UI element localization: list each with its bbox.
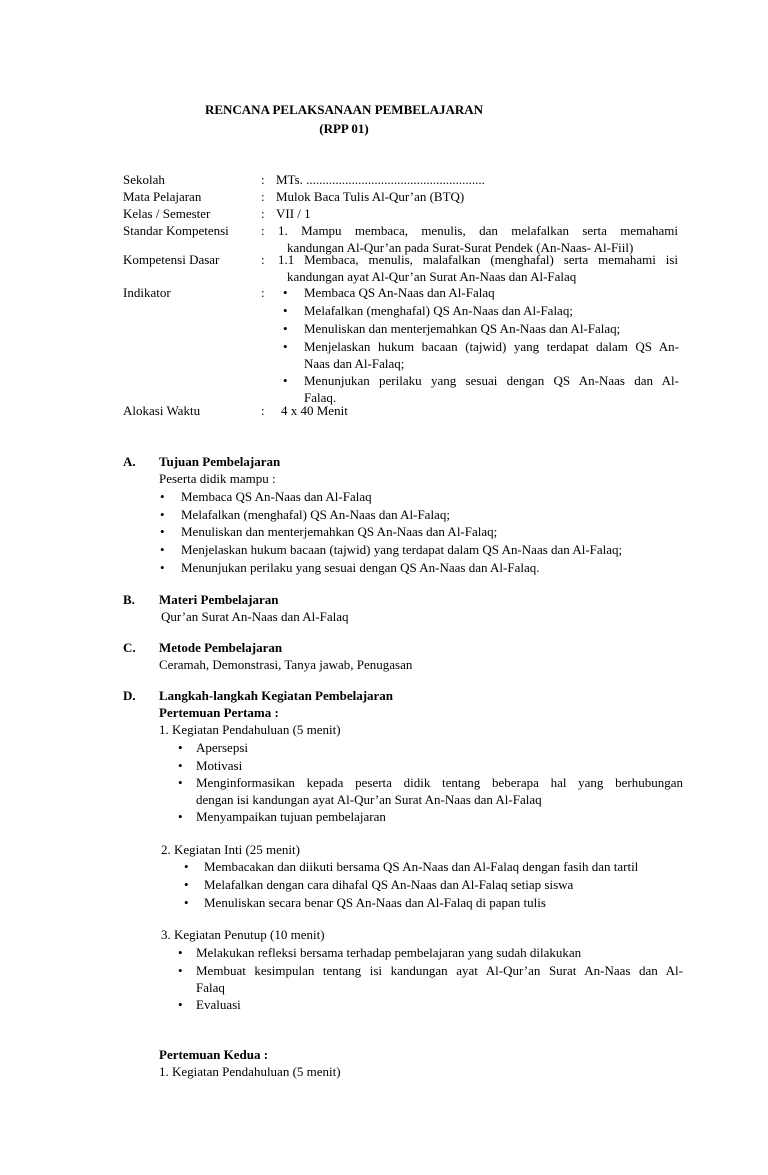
bullet-icon: • bbox=[178, 775, 183, 790]
tujuan-text: Membaca QS An-Naas dan Al-Falaq bbox=[181, 489, 372, 504]
document-title: RENCANA PELAKSANAAN PEMBELAJARAN bbox=[204, 102, 484, 117]
kegiatan-penutup-title: 3. Kegiatan Penutup (10 menit) bbox=[161, 927, 325, 942]
label-kompetensi-dasar: Kompetensi Dasar bbox=[123, 252, 220, 267]
indikator-text-cont: Falaq. bbox=[304, 390, 337, 405]
pendahuluan-text-cont: dengan isi kandungan ayat Al-Qur’an Surat An-Naas dan Al-Falaq bbox=[196, 792, 542, 807]
value-standar-kompetensi-line2: kandungan Al-Qur’an pada Surat-Surat Pendek (An-Naas- Al-Fiil) bbox=[287, 240, 634, 255]
indikator-text: Melafalkan (menghafal) QS An-Naas dan Al-Falaq; bbox=[304, 303, 573, 318]
tujuan-text: Menjelaskan hukum bacaan (tajwid) yang terdapat dalam QS An-Naas dan Al-Falaq; bbox=[181, 542, 623, 557]
value-mata-pelajaran: Mulok Baca Tulis Al-Qur’an (BTQ) bbox=[276, 189, 465, 204]
penutup-text: Evaluasi bbox=[196, 997, 241, 1012]
section-a-intro: Peserta didik mampu : bbox=[159, 471, 276, 486]
label-mata-pelajaran: Mata Pelajaran bbox=[123, 189, 202, 204]
section-b-title: Materi Pembelajaran bbox=[159, 592, 279, 607]
pertemuan-kedua-heading: Pertemuan Kedua : bbox=[159, 1047, 269, 1062]
bullet-icon: • bbox=[178, 945, 183, 960]
bullet-icon: • bbox=[283, 285, 288, 300]
bullet-icon: • bbox=[283, 339, 288, 354]
section-c-letter: C. bbox=[123, 640, 136, 655]
value-kompetensi-dasar-line1: 1.1 Membaca, menulis, malafalkan (menghafal) serta memahami isi bbox=[278, 252, 678, 267]
section-d-letter: D. bbox=[123, 688, 136, 703]
bullet-icon: • bbox=[160, 542, 165, 557]
colon: : bbox=[261, 403, 265, 418]
inti-text: Membacakan dan diikuti bersama QS An-Naas dan Al-Falaq dengan fasih dan tartil bbox=[204, 859, 639, 874]
bullet-icon: • bbox=[160, 524, 165, 539]
value-sekolah: MTs. ....................................................... bbox=[276, 172, 485, 187]
colon: : bbox=[261, 252, 265, 267]
bullet-icon: • bbox=[184, 895, 189, 910]
pendahuluan-text: Apersepsi bbox=[196, 740, 248, 755]
bullet-icon: • bbox=[178, 740, 183, 755]
kegiatan-pendahuluan-kedua-title: 1. Kegiatan Pendahuluan (5 menit) bbox=[159, 1064, 341, 1079]
penutup-text: Melakukan refleksi bersama terhadap pembelajaran yang sudah dilakukan bbox=[196, 945, 582, 960]
document-subtitle: (RPP 01) bbox=[319, 121, 369, 136]
bullet-icon: • bbox=[178, 997, 183, 1012]
penutup-text-cont: Falaq bbox=[196, 980, 225, 995]
pendahuluan-text: Motivasi bbox=[196, 758, 243, 773]
section-c-text: Ceramah, Demonstrasi, Tanya jawab, Penugasan bbox=[159, 657, 413, 672]
bullet-icon: • bbox=[184, 859, 189, 874]
pendahuluan-text: Menginformasikan kepada peserta didik tentang beberapa hal yang berhubungan bbox=[196, 775, 683, 790]
indikator-text: Menuliskan dan menterjemahkan QS An-Naas dan Al-Falaq; bbox=[304, 321, 621, 336]
bullet-icon: • bbox=[160, 507, 165, 522]
bullet-icon: • bbox=[283, 303, 288, 318]
bullet-icon: • bbox=[178, 963, 183, 978]
bullet-icon: • bbox=[178, 809, 183, 824]
inti-text: Menuliskan secara benar QS An-Naas dan Al-Falaq di papan tulis bbox=[204, 895, 546, 910]
value-standar-kompetensi-line1: 1. Mampu membaca, menulis, dan melafalkan serta memahami bbox=[278, 223, 678, 238]
colon: : bbox=[261, 285, 265, 300]
section-d-title: Langkah-langkah Kegiatan Pembelajaran bbox=[159, 688, 394, 703]
bullet-icon: • bbox=[160, 560, 165, 575]
colon: : bbox=[261, 172, 265, 187]
section-a-title: Tujuan Pembelajaran bbox=[159, 454, 281, 469]
penutup-text: Membuat kesimpulan tentang isi kandungan ayat Al-Qur’an Surat An-Naas dan Al- bbox=[196, 963, 683, 978]
bullet-icon: • bbox=[160, 489, 165, 504]
value-kompetensi-dasar-line2: kandungan ayat Al-Qur’an Surat An-Naas dan Al-Falaq bbox=[287, 269, 577, 284]
pendahuluan-text: Menyampaikan tujuan pembelajaran bbox=[196, 809, 386, 824]
label-standar-kompetensi: Standar Kompetensi bbox=[123, 223, 229, 238]
bullet-icon: • bbox=[184, 877, 189, 892]
colon: : bbox=[261, 189, 265, 204]
label-kelas-semester: Kelas / Semester bbox=[123, 206, 211, 221]
tujuan-text: Melafalkan (menghafal) QS An-Naas dan Al-Falaq; bbox=[181, 507, 450, 522]
bullet-icon: • bbox=[283, 373, 288, 388]
value-kelas-semester: VII / 1 bbox=[276, 206, 311, 221]
tujuan-text: Menuliskan dan menterjemahkan QS An-Naas dan Al-Falaq; bbox=[181, 524, 498, 539]
colon: : bbox=[261, 206, 265, 221]
indikator-text-cont: Naas dan Al-Falaq; bbox=[304, 356, 405, 371]
section-c-title: Metode Pembelajaran bbox=[159, 640, 283, 655]
pertemuan-pertama-heading: Pertemuan Pertama : bbox=[159, 705, 279, 720]
label-alokasi-waktu: Alokasi Waktu bbox=[123, 403, 201, 418]
section-a-letter: A. bbox=[123, 454, 136, 469]
inti-text: Melafalkan dengan cara dihafal QS An-Naas dan Al-Falaq setiap siswa bbox=[204, 877, 574, 892]
indikator-text: Menjelaskan hukum bacaan (tajwid) yang terdapat dalam QS An- bbox=[304, 339, 679, 354]
value-alokasi-waktu: 4 x 40 Menit bbox=[281, 403, 348, 418]
section-b-text: Qur’an Surat An-Naas dan Al-Falaq bbox=[161, 609, 349, 624]
label-sekolah: Sekolah bbox=[123, 172, 165, 187]
indikator-text: Membaca QS An-Naas dan Al-Falaq bbox=[304, 285, 495, 300]
section-b-letter: B. bbox=[123, 592, 135, 607]
kegiatan-pendahuluan-title: 1. Kegiatan Pendahuluan (5 menit) bbox=[159, 722, 341, 737]
indikator-text: Menunjukan perilaku yang sesuai dengan QS An-Naas dan Al- bbox=[304, 373, 679, 388]
label-indikator: Indikator bbox=[123, 285, 171, 300]
kegiatan-inti-title: 2. Kegiatan Inti (25 menit) bbox=[161, 842, 300, 857]
bullet-icon: • bbox=[283, 321, 288, 336]
tujuan-text: Menunjukan perilaku yang sesuai dengan QS An-Naas dan Al-Falaq. bbox=[181, 560, 540, 575]
bullet-icon: • bbox=[178, 758, 183, 773]
colon: : bbox=[261, 223, 265, 238]
